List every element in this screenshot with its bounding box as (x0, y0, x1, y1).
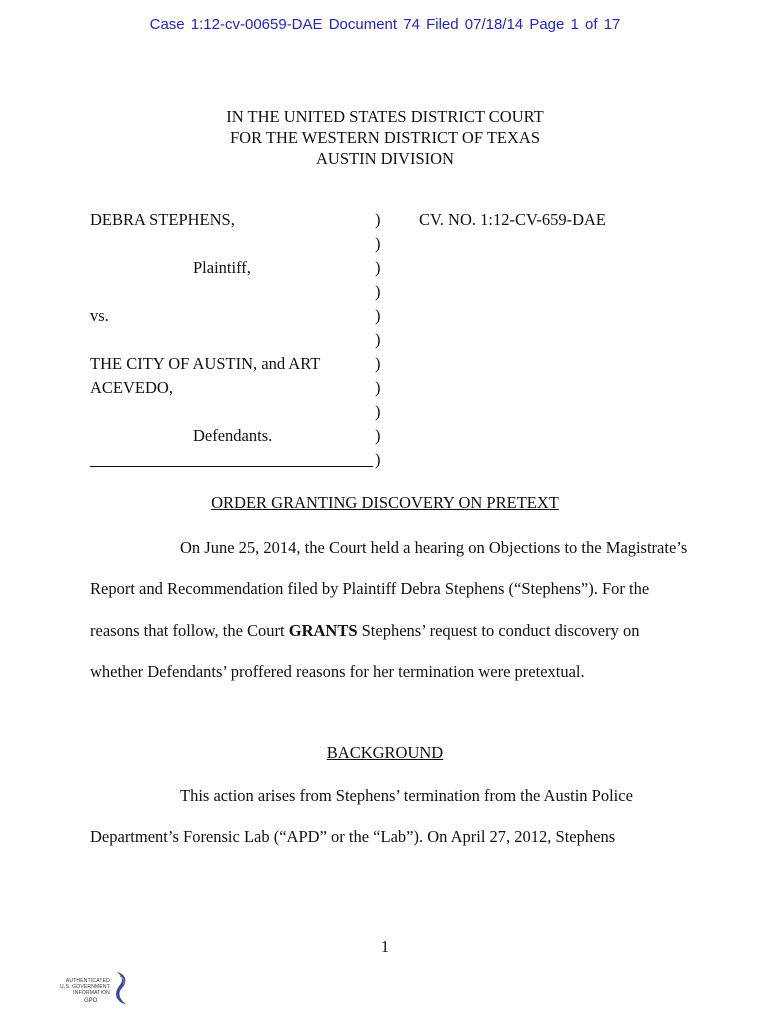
eagle-icon (114, 970, 130, 1010)
caption-paren: ) (375, 426, 381, 445)
gpo-logo-line: INFORMATION (73, 990, 110, 996)
caption-row (90, 304, 109, 328)
caption-row (90, 352, 320, 376)
gpo-logo-line: AUTHENTICATED (65, 978, 110, 984)
caption-paren: ) (375, 450, 381, 469)
background-paragraph (90, 775, 690, 858)
background-text: This action arises from Stephens’ termination from the Austin Police Department’s Forensic Lab (“APD” or the “Lab”). On April 27, 2012, Stephens (90, 786, 633, 847)
gpo-authentication-logo (44, 968, 134, 1018)
caption-paren: ) (375, 306, 381, 325)
caption-paren: ) (375, 234, 381, 253)
order-text-part-2: Stephens’ request to conduct discovery on whether Defendants’ proffered reasons for her termination were pretextual. (90, 620, 640, 681)
gpo-logo-line: U.S. GOVERNMENT (60, 984, 110, 990)
defendants-line-2: ACEVEDO, (90, 378, 173, 397)
court-heading-line-3: AUSTIN DIVISION (316, 149, 454, 168)
caption-row (193, 424, 272, 448)
court-heading-line-1: IN THE UNITED STATES DISTRICT COURT (226, 107, 544, 126)
order-paragraph (90, 527, 690, 692)
order-title: ORDER GRANTING DISCOVERY ON PRETEXT (211, 493, 559, 512)
defendants-role: Defendants. (193, 426, 273, 445)
background-heading: BACKGROUND (326, 743, 444, 762)
order-grants-bold: GRANTS (288, 620, 358, 640)
plaintiff-name: DEBRA STEPHENS, (90, 210, 235, 229)
caption-paren: ) (375, 210, 381, 229)
caption-paren: ) (375, 330, 381, 349)
court-heading (0, 106, 770, 169)
caption-paren: ) (375, 378, 381, 397)
plaintiff-role: Plaintiff, (193, 258, 251, 277)
caption-row (90, 208, 235, 232)
case-header-stamp: Case 1:12-cv-00659-DAE Document 74 Filed 07/18/14 Page 1 of 17 (149, 16, 621, 33)
order-text-part-1: On June 25, 2014, the Court held a hearing on Objections to the Magistrate’s Report and Recommendation filed by Plaintiff Debra Stephens (“Stephens”). For the reasons that follow, the Court (90, 538, 688, 640)
page-number: 1 (380, 937, 390, 956)
caption-row (90, 376, 173, 400)
versus-label: vs. (90, 306, 109, 325)
caption-paren: ) (375, 258, 381, 277)
gpo-sub-label: GPO (84, 998, 98, 1004)
caption-paren: ) (375, 354, 381, 373)
caption-row (193, 256, 251, 280)
court-heading-line-2: FOR THE WESTERN DISTRICT OF TEXAS (229, 128, 541, 147)
caption-paren: ) (375, 282, 381, 301)
caption-paren: ) (375, 402, 381, 421)
gpo-logo-text (44, 978, 110, 996)
case-number: CV. NO. 1:12-CV-659-DAE (419, 210, 607, 229)
caption-underline (90, 466, 373, 467)
defendants-line-1: THE CITY OF AUSTIN, and ART (90, 354, 321, 373)
